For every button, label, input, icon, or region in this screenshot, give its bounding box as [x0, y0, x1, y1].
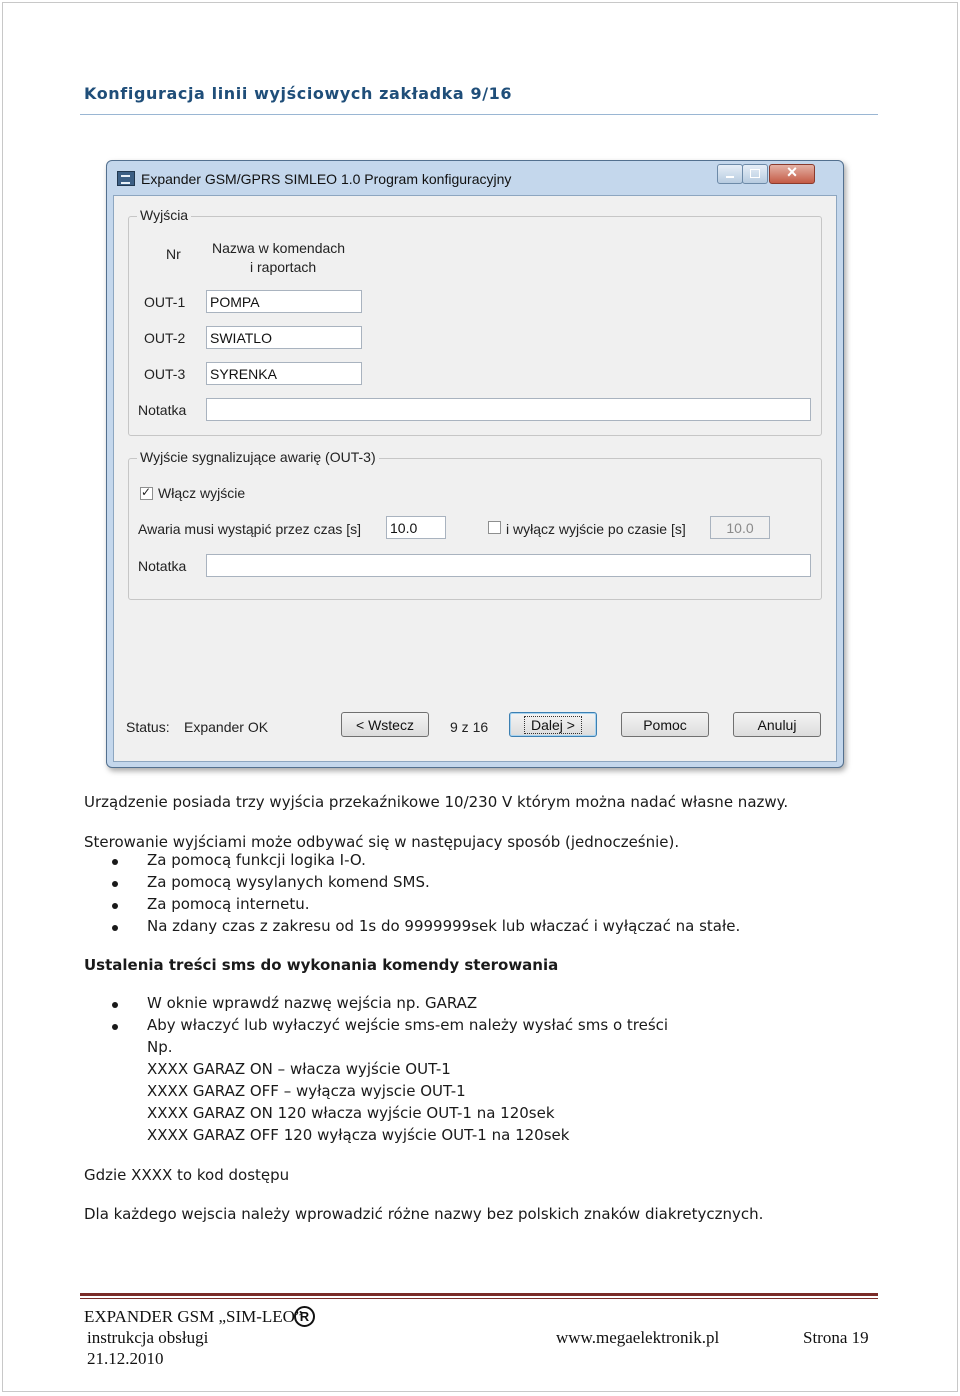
status-label: Status: [126, 719, 170, 735]
bullet [112, 881, 118, 887]
footer-product: EXPANDER GSM „SIM-LEO” [84, 1307, 303, 1326]
off-after-field [710, 516, 770, 539]
outputs-group-legend: Wyjścia [137, 207, 191, 223]
out2-name-field[interactable] [206, 326, 362, 349]
footer-rule-thick [80, 1293, 878, 1296]
outputs-note-label: Notatka [138, 402, 187, 418]
bullet [112, 1002, 118, 1008]
example-line: XXXX GARAZ OFF – wyłącza wyjscie OUT-1 [147, 1082, 466, 1100]
bullet [112, 859, 118, 865]
close-button[interactable] [769, 164, 815, 184]
enable-output-checkbox[interactable] [140, 487, 153, 500]
minimize-button[interactable] [717, 164, 743, 184]
outputs-note-field[interactable] [206, 398, 811, 421]
failure-duration-field[interactable] [386, 516, 446, 539]
out1-name-field[interactable] [206, 290, 362, 313]
section-heading: Ustalenia treści sms do wykonania komendy sterowania [84, 956, 559, 974]
failure-note-label: Notatka [138, 558, 187, 574]
page-heading: Konfiguracja linii wyjściowych zakładka 9/16 [84, 84, 513, 103]
back-button-label: < Wstecz [356, 716, 414, 733]
window-client-area [113, 195, 837, 762]
off-after-label: i wyłącz wyjście po czasie [s] [506, 521, 686, 537]
column-name-label-1: Nazwa w komendach [212, 240, 346, 256]
failure-duration-label: Awaria musi wystąpić przez czas [s] [138, 521, 362, 537]
app-icon [117, 171, 135, 186]
cancel-button-label: Anuluj [757, 716, 797, 733]
column-name-label-2: i raportach [250, 259, 317, 275]
out1-label: OUT-1 [144, 294, 186, 310]
off-after-checkbox[interactable] [488, 521, 501, 534]
footer-date: 21.12.2010 [87, 1349, 164, 1368]
config-window [106, 160, 844, 768]
help-button-label: Pomoc [643, 716, 687, 733]
bullet [112, 925, 118, 931]
out2-label: OUT-2 [144, 330, 186, 346]
help-button[interactable] [621, 712, 709, 737]
out3-label: OUT-3 [144, 366, 186, 382]
method-item: Za pomocą internetu. [147, 895, 310, 913]
intro-paragraph: Urządzenie posiada trzy wyjścia przekaźnikowe 10/230 V którym można nadać własne nazwy. [84, 793, 789, 811]
cancel-button[interactable] [733, 712, 821, 737]
bullet [112, 903, 118, 909]
back-button[interactable] [341, 712, 429, 737]
failure-group-legend: Wyjście sygnalizujące awarię (OUT-3) [137, 449, 379, 465]
footer-rule-thin [80, 1298, 878, 1299]
method-item: Za pomocą funkcji logika I-O. [147, 851, 366, 869]
method-item: Za pomocą wysylanych komend SMS. [147, 873, 430, 891]
footer-page-number: Strona 19 [803, 1328, 869, 1347]
naming-paragraph: Dla każdego wejscia należy wprowadzić różne nazwy bez polskich znaków diakretycznych. [84, 1205, 764, 1223]
step-item: W oknie wprawdź nazwę wejścia np. GARAZ [147, 994, 478, 1012]
example-line: Np. [147, 1038, 173, 1056]
step-item: Aby właczyć lub wyłaczyć wejście sms-em należy wysłać sms o treści [147, 1016, 669, 1034]
out3-name-field[interactable] [206, 362, 362, 385]
window-title: Expander GSM/GPRS SIMLEO 1.0 Program konfiguracyjny [141, 171, 512, 187]
enable-output-label: Włącz wyjście [158, 485, 246, 501]
column-nr-label: Nr [166, 246, 181, 262]
method-item: Na zdany czas z zakresu od 1s do 9999999sek lub właczać i wyłączać na stałe. [147, 917, 741, 935]
maximize-button[interactable] [742, 164, 768, 184]
example-line: XXXX GARAZ ON 120 włacza wyjście OUT-1 na 120sek [147, 1104, 555, 1122]
control-paragraph: Sterowanie wyjściami może odbywać się w następujacy sposób (jednocześnie). [84, 833, 680, 851]
failure-note-field[interactable] [206, 554, 811, 577]
title-bar[interactable] [107, 161, 843, 195]
next-button[interactable] [509, 712, 597, 737]
page-indicator: 9 z 16 [450, 719, 489, 735]
next-button-label: Dalej > [525, 717, 581, 733]
bullet [112, 1024, 118, 1030]
access-code-paragraph: Gdzie XXXX to kod dostępu [84, 1166, 290, 1184]
footer-website[interactable]: www.megaelektronik.pl [556, 1328, 720, 1347]
heading-underline [80, 114, 878, 115]
status-value: Expander OK [184, 719, 269, 735]
footer-manual: instrukcja obsługi [87, 1328, 209, 1347]
example-line: XXXX GARAZ OFF 120 wyłącza wyjście OUT-1 na 120sek [147, 1126, 570, 1144]
registered-mark-icon: R [294, 1306, 315, 1327]
example-line: XXXX GARAZ ON – włacza wyjście OUT-1 [147, 1060, 451, 1078]
